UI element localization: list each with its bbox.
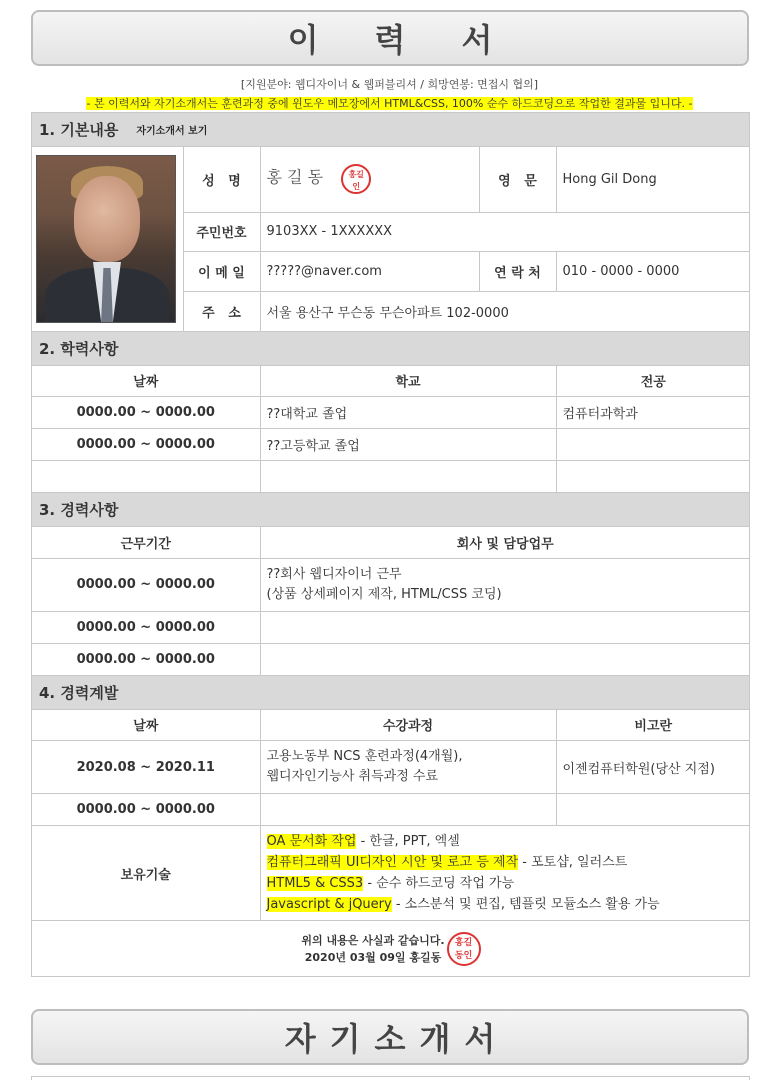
- school-cell: ??고등학교 졸업: [260, 429, 556, 461]
- date-cell: 0000.00 ~ 0000.00: [32, 794, 260, 826]
- column-header: 학교: [260, 366, 556, 397]
- apply-info: [지원분야: 웹디자이너 & 웹퍼블리셔 / 희망연봉: 면접시 협의]: [240, 78, 539, 91]
- school-cell: ??대학교 졸업: [260, 397, 556, 429]
- skill-item: Javascript & jQuery - 소스분석 및 편집, 템플릿 모듈소스 활용 가능: [266, 897, 660, 912]
- course-line: 웹디자인기능사 취득과정 수료: [266, 769, 439, 784]
- section-career-heading: [32, 493, 749, 527]
- title-char: 기: [329, 1020, 361, 1058]
- signature-row: [32, 921, 750, 977]
- title-char: 서: [464, 1020, 496, 1058]
- id-label: 주민번호: [183, 212, 260, 251]
- title-char: 이: [287, 21, 319, 59]
- table-row: [32, 611, 750, 643]
- duty-line: ??회사 웹디자이너 근무: [266, 566, 402, 582]
- section-basic-heading: [32, 113, 749, 147]
- address-label: 주 소: [183, 291, 260, 331]
- section-title: 2. 학력사항: [39, 339, 119, 358]
- phone-value: 010 - 0000 - 0000: [556, 251, 750, 291]
- english-name-value: Hong Gil Dong: [556, 147, 750, 212]
- note-cell: [556, 794, 750, 826]
- date-cell: 0000.00 ~ 0000.00: [32, 429, 260, 461]
- address-value: 서울 용산구 무슨동 무슨아파트 102-0000: [260, 291, 750, 331]
- date-cell: 0000.00 ~ 0000.00: [32, 558, 260, 611]
- skill-item: OA 문서화 작업 - 한글, PPT, 엑셀: [266, 834, 460, 849]
- profile-photo: [36, 155, 176, 323]
- date-cell: 0000.00 ~ 0000.00: [32, 611, 260, 643]
- school-cell: [260, 461, 556, 493]
- date-cell: [32, 461, 260, 493]
- email-value: ?????@naver.com: [260, 251, 479, 291]
- date-cell: 0000.00 ~ 0000.00: [32, 397, 260, 429]
- resume-sheet: [31, 112, 750, 977]
- id-value: 9103XX - 1XXXXXX: [260, 212, 750, 251]
- table-row: [32, 429, 750, 461]
- section-training-heading: [32, 676, 749, 710]
- seal-stamp: 홍길 인: [341, 164, 371, 194]
- major-cell: [556, 461, 750, 493]
- duty-line: (상품 상세페이지 제작, HTML/CSS 코딩): [266, 586, 502, 602]
- resume-title: [31, 10, 749, 66]
- column-header: 근무기간: [32, 527, 260, 558]
- english-name-label: 영 문: [479, 147, 556, 212]
- title-char: 자: [284, 1020, 316, 1058]
- intro-title: [31, 1009, 749, 1065]
- career-table: [32, 527, 750, 676]
- skill-item: HTML5 & CSS3 - 순수 하드코딩 작업 가능: [266, 876, 515, 891]
- section-education-heading: [32, 332, 749, 366]
- signature-date: 2020년 03월 09일 홍길동: [304, 950, 442, 964]
- title-char: 서: [461, 21, 493, 59]
- intro-link[interactable]: 자기소개서 보기: [136, 126, 208, 137]
- name-label: 성 명: [183, 147, 260, 212]
- notice-line: [0, 95, 779, 111]
- skills-list: [260, 826, 750, 921]
- notice-text: - 본 이력서와 자기소개서는 훈련과정 중에 윈도우 메모장에서 HTML&CSS, 100% 순수 하드코딩으로 작업한 결과물 입니다. -: [86, 97, 693, 110]
- date-cell: 0000.00 ~ 0000.00: [32, 643, 260, 675]
- phone-label: 연 락 처: [479, 251, 556, 291]
- title-char: 력: [374, 21, 406, 59]
- table-row: [32, 741, 750, 794]
- course-line: 고용노동부 NCS 훈련과정(4개월),: [266, 749, 463, 764]
- column-header: 전공: [556, 366, 750, 397]
- education-table: [32, 366, 750, 494]
- table-row: [32, 643, 750, 675]
- title-char: 개: [419, 1020, 451, 1058]
- photo-cell: [32, 147, 183, 331]
- seal-stamp: 홍길 동인: [447, 932, 481, 966]
- table-row: [32, 397, 750, 429]
- training-table: [32, 710, 750, 978]
- column-header: 회사 및 담당업무: [260, 527, 750, 558]
- section-title: 3. 경력사항: [39, 501, 119, 519]
- duty-cell: [260, 558, 750, 611]
- basic-info-table: [32, 147, 750, 332]
- date-cell: 2020.08 ~ 2020.11: [32, 741, 260, 794]
- major-cell: 컴퓨터과학과: [556, 397, 750, 429]
- title-char: 소: [374, 1020, 406, 1058]
- column-header: 비고란: [556, 710, 750, 741]
- skills-row: [32, 826, 750, 921]
- section-title: 1. 기본내용: [39, 121, 119, 139]
- column-header: 날짜: [32, 366, 260, 397]
- table-row: [32, 461, 750, 493]
- skill-item: 컴퓨터그래픽 UI디자인 시안 및 로고 등 제작 - 포토샵, 일러스트: [266, 855, 628, 870]
- name-value: [260, 147, 479, 212]
- signature-cell: [32, 921, 750, 977]
- duty-cell: [260, 611, 750, 643]
- major-cell: [556, 429, 750, 461]
- duty-cell: [260, 643, 750, 675]
- intro-sheet-top: [31, 1076, 750, 1080]
- name-text: 홍 길 동: [266, 167, 324, 187]
- course-cell: [260, 794, 556, 826]
- course-cell: [260, 741, 556, 794]
- statement-text: 위의 내용은 사실과 같습니다.: [301, 933, 445, 947]
- skills-label: 보유기술: [32, 826, 260, 921]
- column-header: 수강과정: [260, 710, 556, 741]
- note-cell: 이젠컴퓨터학원(당산 지점): [556, 741, 750, 794]
- column-header: 날짜: [32, 710, 260, 741]
- table-row: [32, 558, 750, 611]
- email-label: 이 메 일: [183, 251, 260, 291]
- table-row: [32, 794, 750, 826]
- section-title: 4. 경력계발: [39, 683, 119, 702]
